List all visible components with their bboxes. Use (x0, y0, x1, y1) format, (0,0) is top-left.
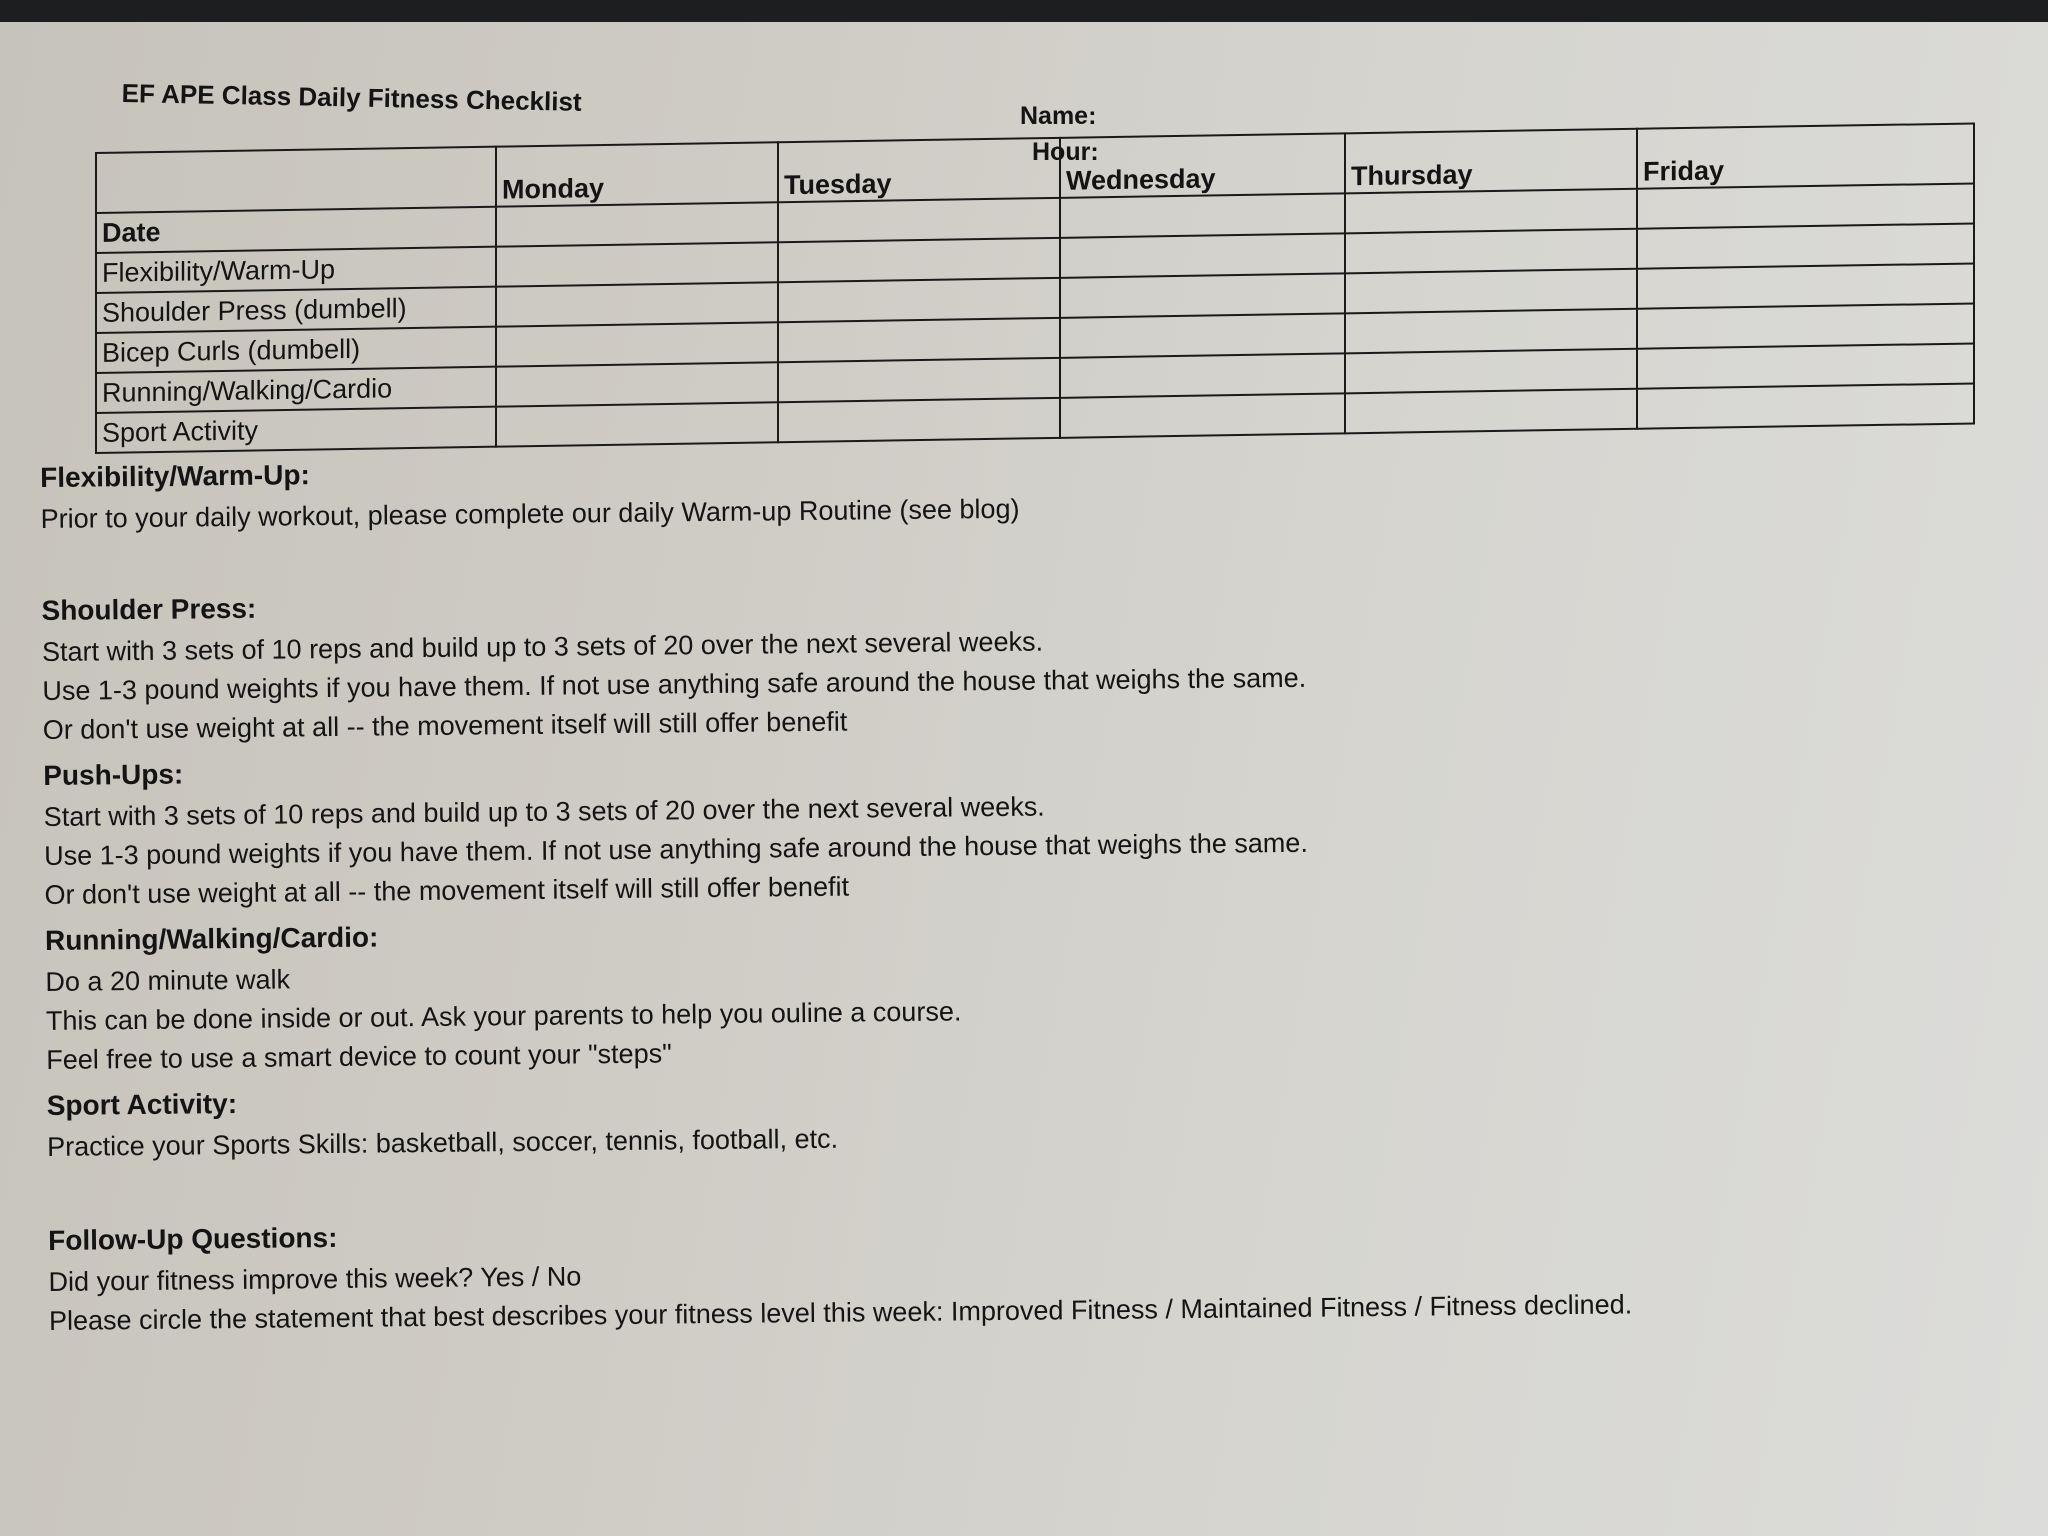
checkbox-cell[interactable] (1060, 393, 1345, 437)
checkbox-cell[interactable] (496, 282, 778, 326)
section-flexibility (40, 444, 1741, 535)
dark-background-strip (0, 0, 2048, 22)
section-line: Use 1-3 pound weights if you have them. If not use anything safe around the house that weighs the same. (42, 662, 1307, 706)
checkbox-cell[interactable] (1345, 389, 1637, 434)
section-line: Start with 3 sets of 10 reps and build up to 3 sets of 20 over the next several weeks. (41, 626, 1044, 667)
section-shoulder-press (41, 577, 1742, 746)
row-label-sport: Sport Activity (96, 407, 496, 453)
checkbox-cell[interactable] (496, 202, 778, 246)
section-line: Please circle the statement that best describes your fitness level this week: Improved Fitness / Maintained Fitness / Fitness declined. (48, 1289, 1633, 1336)
checkbox-cell[interactable] (1637, 343, 1974, 388)
section-follow-up (48, 1207, 1749, 1337)
checkbox-cell[interactable] (778, 358, 1060, 402)
checkbox-cell[interactable] (778, 278, 1060, 322)
section-line: Do a 20 minute walk (45, 964, 291, 997)
row-label-date: Date (96, 207, 496, 253)
name-label: Name: (1020, 102, 1097, 130)
checkbox-cell[interactable] (1345, 349, 1637, 394)
section-heading: Shoulder Press: (41, 592, 257, 626)
checkbox-cell[interactable] (778, 398, 1060, 442)
checkbox-cell[interactable] (1345, 269, 1637, 314)
day-header-wednesday: Wednesday (1060, 133, 1345, 197)
day-header-monday: Monday (496, 142, 778, 206)
checkbox-cell[interactable] (496, 242, 778, 286)
hour-label: Hour: (1032, 138, 1099, 166)
checkbox-cell[interactable] (1345, 309, 1637, 354)
corner-cell (96, 147, 496, 213)
section-heading: Sport Activity: (46, 1087, 238, 1121)
section-line: Prior to your daily workout, please complete our daily Warm-up Routine (see blog) (40, 493, 1020, 534)
row-label-shoulder-press: Shoulder Press (dumbell) (96, 287, 496, 333)
checkbox-cell[interactable] (1637, 223, 1974, 268)
checkbox-cell[interactable] (1060, 353, 1345, 397)
checkbox-cell[interactable] (496, 322, 778, 366)
section-push-ups (43, 742, 1744, 911)
section-line: Or don't use weight at all -- the movement itself will still offer benefit (42, 706, 848, 745)
checkbox-cell[interactable] (1637, 303, 1974, 348)
section-line: Use 1-3 pound weights if you have them. If not use anything safe around the house that weighs the same. (43, 827, 1309, 871)
section-line: Practice your Sports Skills: basketball, soccer, tennis, football, etc. (47, 1123, 839, 1162)
checkbox-cell[interactable] (778, 238, 1060, 282)
checkbox-cell[interactable] (1060, 193, 1345, 237)
section-line: Did your fitness improve this week? Yes / No (48, 1261, 582, 1297)
checklist-table-wrap (95, 122, 1973, 454)
row-label-cardio: Running/Walking/Cardio (96, 367, 496, 413)
checkbox-cell[interactable] (778, 318, 1060, 362)
checklist-table (95, 122, 1975, 454)
section-heading: Push-Ups: (43, 758, 184, 791)
checkbox-cell[interactable] (778, 198, 1060, 242)
checkbox-cell[interactable] (1637, 183, 1974, 228)
checkbox-cell[interactable] (1060, 313, 1345, 357)
section-heading: Follow-Up Questions: (47, 1221, 338, 1256)
day-header-friday: Friday (1637, 123, 1974, 188)
row-label-flexibility: Flexibility/Warm-Up (96, 247, 496, 293)
section-line: Start with 3 sets of 10 reps and build up to 3 sets of 20 over the next several weeks. (43, 791, 1045, 832)
section-line: This can be done inside or out. Ask your parents to help you ouline a course. (45, 996, 962, 1036)
checkbox-cell[interactable] (1345, 229, 1637, 274)
row-label-bicep-curls: Bicep Curls (dumbell) (96, 327, 496, 373)
section-line: Feel free to use a smart device to count your "steps" (46, 1038, 672, 1075)
checkbox-cell[interactable] (1060, 273, 1345, 317)
day-header-thursday: Thursday (1345, 129, 1637, 194)
section-line: Or don't use weight at all -- the movement itself will still offer benefit (44, 871, 850, 910)
section-cardio (45, 907, 1746, 1076)
section-heading: Running/Walking/Cardio: (44, 921, 379, 956)
checkbox-cell[interactable] (1060, 233, 1345, 277)
checkbox-cell[interactable] (496, 402, 778, 446)
day-header-tuesday: Tuesday (778, 138, 1060, 202)
checkbox-cell[interactable] (1637, 263, 1974, 308)
checkbox-cell[interactable] (496, 362, 778, 406)
checkbox-cell[interactable] (1637, 383, 1974, 428)
section-heading: Flexibility/Warm-Up: (40, 459, 310, 493)
worksheet-title: EF APE Class Daily Fitness Checklist (121, 78, 582, 117)
checkbox-cell[interactable] (1345, 189, 1637, 234)
worksheet-page (0, 22, 2048, 1536)
section-sport-activity (47, 1072, 1748, 1163)
instructions (40, 444, 1749, 1345)
